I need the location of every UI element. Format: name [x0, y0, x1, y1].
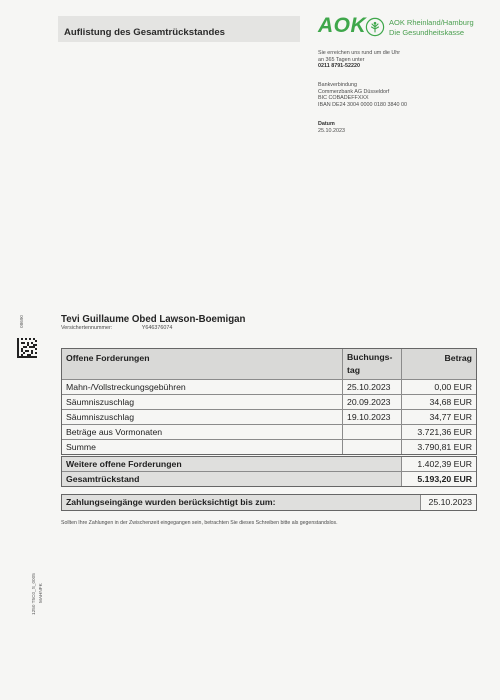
datamatrix-code-icon — [17, 338, 37, 358]
sidebar-code-bottom-2-wrap — [38, 583, 43, 603]
row-amount: 34,68 EUR — [401, 395, 476, 409]
payments-considered-date: 25.10.2023 — [420, 495, 476, 510]
contact-line-2: an 365 Tagen unter — [318, 56, 365, 63]
tree-emblem-icon — [365, 17, 385, 37]
member-number-label: Versichertennummer: — [61, 325, 113, 331]
recipient-name: Tevi Guillaume Obed Lawson-Boemigan — [61, 314, 246, 325]
open-claims-table — [61, 348, 477, 455]
document-title-bar — [58, 16, 300, 42]
bank-iban: IBAN DE24 3004 0000 0180 3840 00 — [318, 101, 408, 108]
sidebar-code-top: 08690 — [19, 314, 24, 328]
date-block — [318, 121, 345, 134]
summary-box — [61, 456, 477, 487]
contact-block — [318, 50, 400, 70]
row-date: 19.10.2023 — [342, 410, 401, 424]
contact-line-1: Sie erreichen uns rund um die Uhr — [318, 50, 401, 56]
sidebar-code-bottom-1: 1250 T5C0_S_0005 — [31, 573, 36, 615]
row-amount: 3.790,81 EUR — [401, 440, 476, 454]
payments-considered-box — [61, 494, 477, 511]
table-row — [62, 379, 476, 394]
footer-note: Sollten Ihre Zahlungen in der Zwischenzeit eingegangen sein, betrachten Sie dieses Schreiben bitte als gegenstandslos. — [61, 520, 338, 526]
row-description: Beträge aus Vormonaten — [66, 427, 163, 437]
row-date: 20.09.2023 — [342, 395, 401, 409]
total-arrears-row — [62, 471, 476, 486]
table-row — [62, 424, 476, 439]
table-row — [62, 394, 476, 409]
table-header-row — [62, 349, 476, 379]
member-number-value: Y646376074 — [141, 325, 173, 331]
header-amount: Betrag — [401, 349, 476, 379]
bank-bic: BIC COBADEFFXXX — [318, 95, 369, 102]
aok-logo — [318, 15, 488, 43]
row-date — [342, 440, 401, 454]
row-description: Summe — [66, 442, 96, 452]
row-description: Mahn-/Vollstreckungsgebühren — [66, 382, 186, 392]
row-date — [342, 425, 401, 439]
logo-wordmark: AOK — [318, 14, 367, 37]
row-amount: 34,77 EUR — [401, 410, 476, 424]
contact-phone: 0211 8791-52220 — [318, 63, 360, 70]
date-label: Datum — [318, 121, 335, 127]
row-description: Säumniszuschlag — [66, 412, 135, 422]
header-booking-day: Buchungs-tag — [342, 349, 401, 379]
row-amount: 0,00 EUR — [401, 380, 476, 394]
total-arrears-amount: 5.193,20 EUR — [401, 472, 476, 486]
payments-considered-label: Zahlungseingänge wurden berücksichtigt bis zum: — [62, 495, 420, 510]
header-description: Offene Forderungen — [62, 349, 342, 379]
logo-line-2: Die Gesundheitskasse — [389, 27, 465, 37]
date-value: 25.10.2023 — [318, 127, 345, 134]
further-claims-label: Weitere offene Forderungen — [62, 457, 401, 471]
table-row — [62, 409, 476, 424]
sidebar-code-bottom — [31, 573, 36, 615]
table-row — [62, 439, 476, 454]
bank-block — [318, 82, 407, 108]
total-arrears-label: Gesamtrückstand — [62, 472, 401, 486]
member-number-line — [61, 325, 172, 331]
further-claims-amount: 1.402,39 EUR — [401, 457, 476, 471]
sidebar-code-bottom-2: MAHNFK — [38, 583, 43, 603]
logo-line-1: AOK Rheinland/Hamburg — [389, 18, 474, 27]
bank-label: Bankverbindung — [318, 82, 357, 88]
row-description: Säumniszuschlag — [66, 397, 135, 407]
bank-name: Commerzbank AG Düsseldorf — [318, 88, 390, 95]
row-date: 25.10.2023 — [342, 380, 401, 394]
logo-tagline — [389, 18, 474, 37]
row-amount: 3.721,36 EUR — [401, 425, 476, 439]
document-title: Auflistung des Gesamtrückstandes — [64, 27, 226, 38]
further-claims-row — [62, 457, 476, 471]
